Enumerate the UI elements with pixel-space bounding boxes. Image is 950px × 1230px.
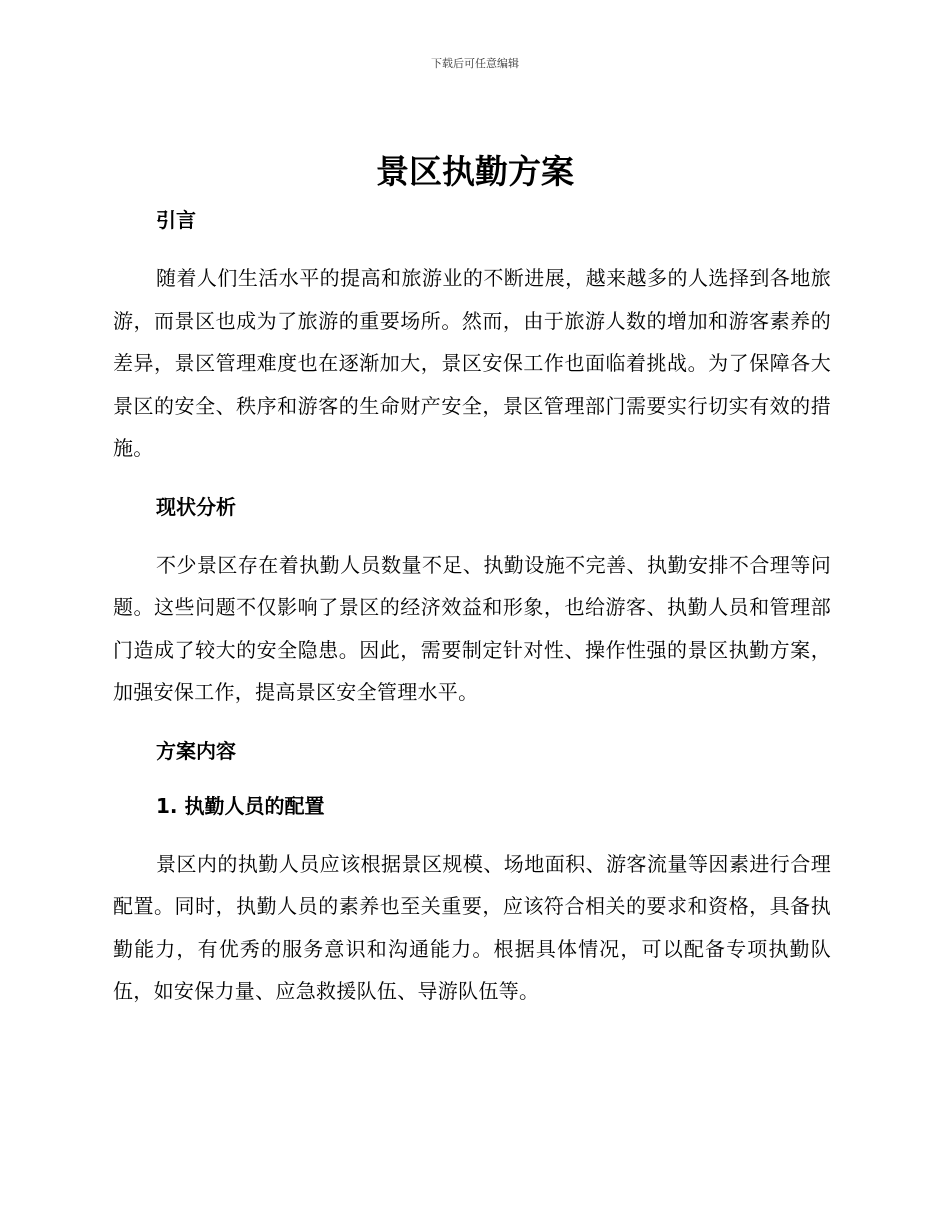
paragraph-staff-configuration: 景区内的执勤人员应该根据景区规模、场地面积、游客流量等因素进行合理配置。同时，执勤人员的素养也至关重要，应该符合相关的要求和资格，具备执勤能力，有优秀的服务意识和沟通能力。根据具体情况，可以配备专项执勤队伍，如安保力量、应急救援队伍、导游队伍等。 <box>113 851 831 1003</box>
document-title: 景区执勤方案 <box>376 152 574 191</box>
document-body <box>113 200 831 1013</box>
heading-staff-configuration: 1. 执勤人员的配置 <box>156 793 325 818</box>
heading-status-analysis: 现状分析 <box>156 494 236 519</box>
paragraph-status-analysis: 不少景区存在着执勤人员数量不足、执勤设施不完善、执勤安排不合理等问题。这些问题不仅影响了景区的经济效益和形象，也给游客、执勤人员和管理部门造成了较大的安全隐患。因此，需要制定针对性、操作性强的景区执勤方案，加强安保工作，提高景区安全管理水平。 <box>113 552 831 704</box>
heading-intro: 引言 <box>156 208 196 232</box>
heading-plan-content: 方案内容 <box>156 738 236 763</box>
paragraph-intro: 随着人们生活水平的提高和旅游业的不断进展，越来越多的人选择到各地旅游，而景区也成为了旅游的重要场所。然而，由于旅游人数的增加和游客素养的差异，景区管理难度也在逐渐加大，景区安保工作也面临着挑战。为了保障各大景区的安全、秩序和游客的生命财产安全，景区管理部门需要实行切实有效的措施。 <box>113 266 831 460</box>
header-note: 下载后可任意编辑 <box>431 57 519 70</box>
